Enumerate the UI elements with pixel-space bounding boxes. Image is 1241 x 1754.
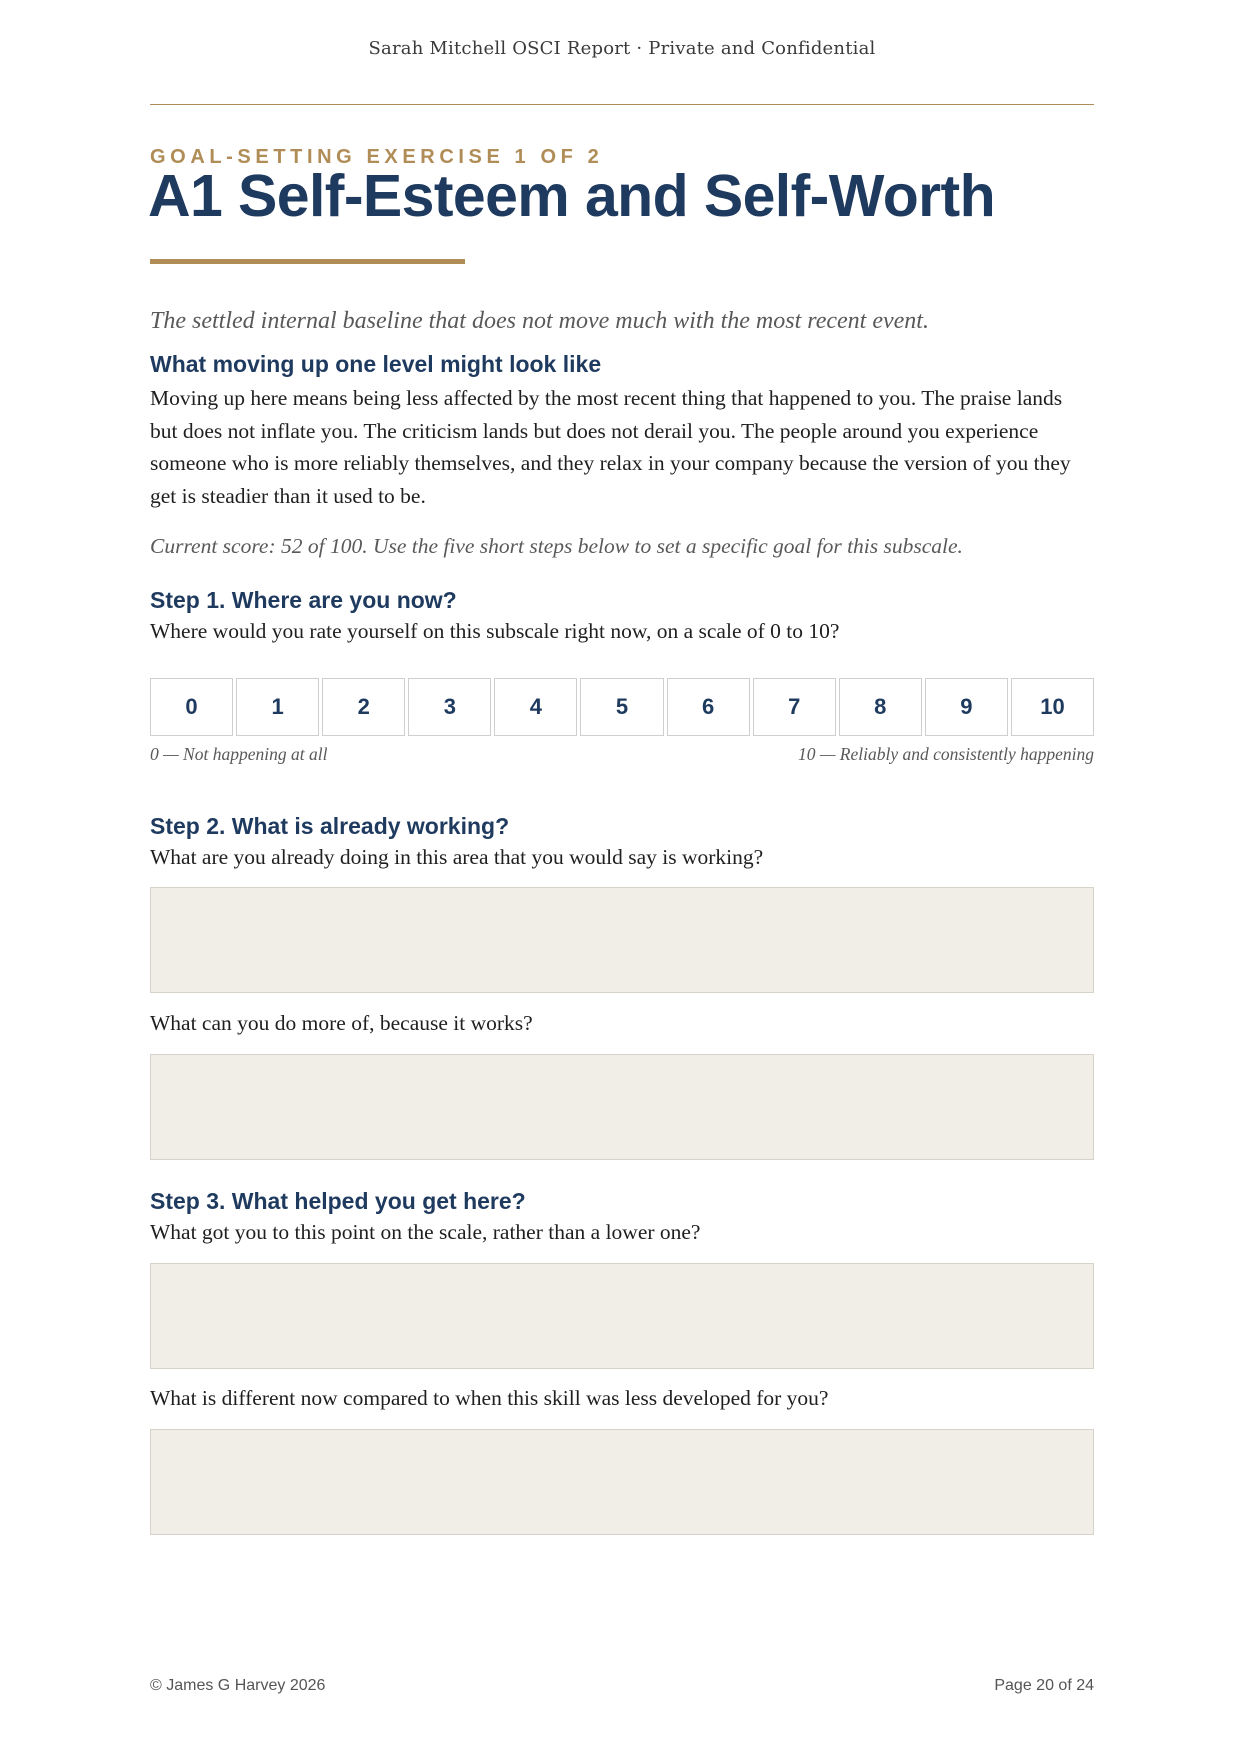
step3-question-1: What got you to this point on the scale, rather than a lower one?	[150, 1220, 701, 1244]
step3-answer-2[interactable]	[150, 1429, 1094, 1535]
running-header: Sarah Mitchell OSCI Report · Private and Confidential	[368, 38, 876, 59]
current-score-note: Current score: 52 of 100. Use the five short steps below to set a specific goal for this subscale.	[150, 534, 963, 558]
moving-up-heading: What moving up one level might look like	[150, 351, 602, 377]
section-eyebrow: GOAL-SETTING EXERCISE 1 OF 2	[150, 146, 604, 168]
step3-question-2: What is different now compared to when this skill was less developed for you?	[150, 1386, 829, 1410]
step1-heading: Step 1. Where are you now?	[150, 587, 457, 613]
rating-option-9[interactable]: 9	[925, 678, 1008, 736]
title-underline	[150, 259, 465, 264]
rating-option-2[interactable]: 2	[322, 678, 405, 736]
section-tagline: The settled internal baseline that does not move much with the most recent event.	[150, 308, 929, 334]
step2-question-1: What are you already doing in this area that you would say is working?	[150, 845, 764, 869]
scale-high-label: 10 — Reliably and consistently happening	[798, 744, 1094, 764]
rating-option-0[interactable]: 0	[150, 678, 233, 736]
moving-up-body: Moving up here means being less affected by the most recent thing that happened to you. The praise lands but does not inflate you. The criticism lands but does not derail you. The people around you experience someone who is more reliably themselves, and they relax in your company because the version of you they get is steadier than it used to be.	[150, 386, 1071, 508]
step2-question-2: What can you do more of, because it works?	[150, 1011, 533, 1035]
page-title: A1 Self-Esteem and Self-Worth	[148, 163, 996, 229]
step3-answer-1[interactable]	[150, 1263, 1094, 1369]
footer-copyright: © James G Harvey 2026	[150, 1677, 326, 1694]
header-divider	[150, 104, 1094, 105]
rating-scale	[150, 678, 1094, 736]
step1-question: Where would you rate yourself on this subscale right now, on a scale of 0 to 10?	[150, 619, 840, 643]
step2-answer-2[interactable]	[150, 1054, 1094, 1160]
rating-option-4[interactable]: 4	[494, 678, 577, 736]
step2-answer-1[interactable]	[150, 887, 1094, 993]
rating-option-7[interactable]: 7	[753, 678, 836, 736]
rating-option-1[interactable]: 1	[236, 678, 319, 736]
rating-option-5[interactable]: 5	[580, 678, 663, 736]
step3-heading: Step 3. What helped you get here?	[150, 1188, 526, 1214]
footer-page-number: Page 20 of 24	[994, 1677, 1094, 1694]
rating-option-10[interactable]: 10	[1011, 678, 1094, 736]
rating-option-3[interactable]: 3	[408, 678, 491, 736]
rating-option-6[interactable]: 6	[667, 678, 750, 736]
rating-option-8[interactable]: 8	[839, 678, 922, 736]
scale-low-label: 0 — Not happening at all	[150, 744, 328, 764]
step2-heading: Step 2. What is already working?	[150, 813, 510, 839]
